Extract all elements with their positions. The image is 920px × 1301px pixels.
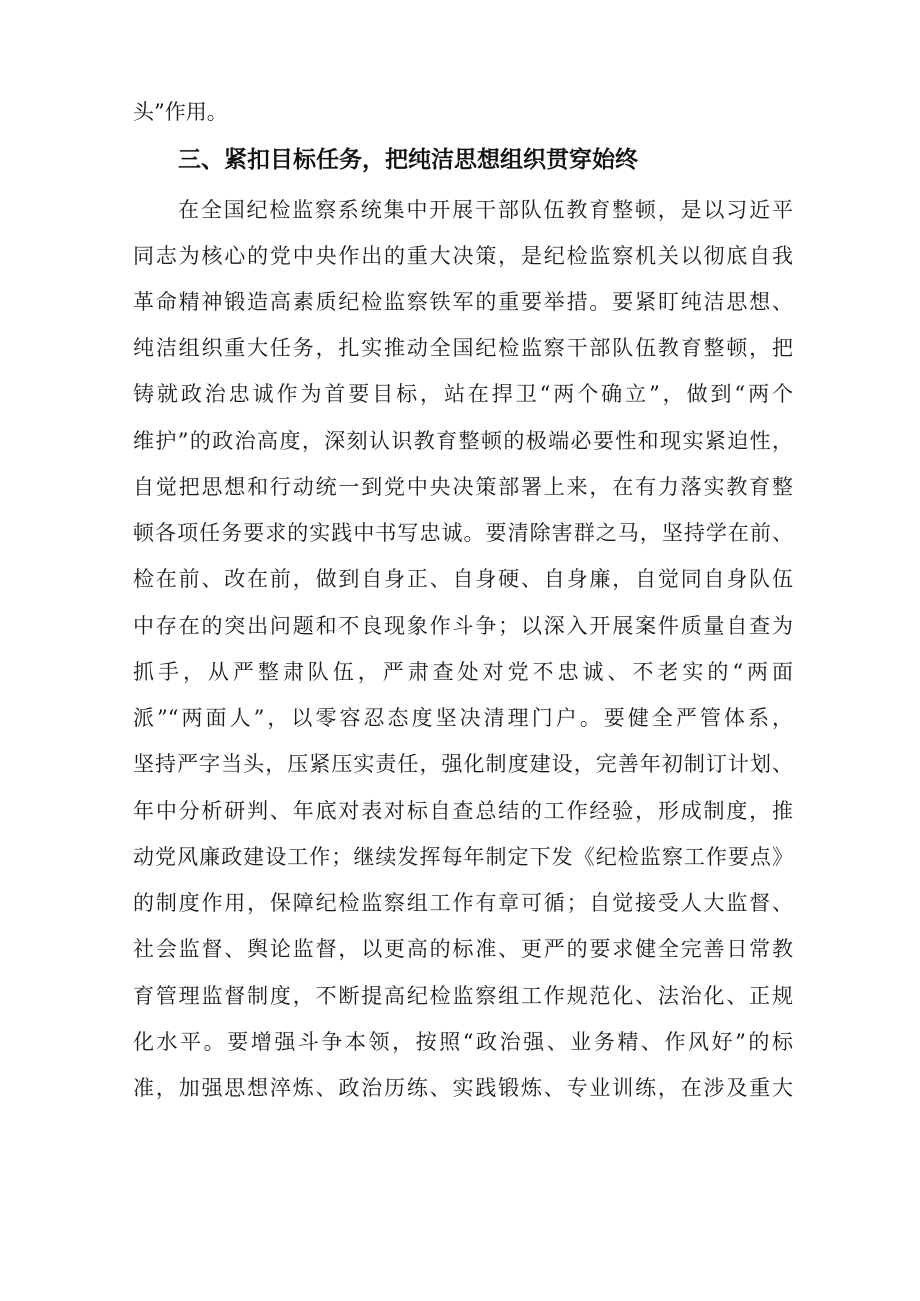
- paragraph-line: 派”“两面人”，以零容忍态度坚决清理门户。要健全严管体系，: [133, 706, 793, 730]
- paragraph-line: 中存在的突出问题和不良现象作斗争；以深入开展案件质量自查为: [133, 614, 793, 638]
- paragraph-line: 化水平。要增强斗争本领，按照“政治强、业务精、作风好”的标: [133, 1030, 793, 1054]
- paragraph-line: 自觉把思想和行动统一到党中央决策部署上来，在有力落实教育整: [133, 475, 793, 499]
- paragraph-line: 年中分析研判、年底对表对标自查总结的工作经验，形成制度，推: [133, 799, 793, 823]
- paragraph-line: 同志为核心的党中央作出的重大决策，是纪检监察机关以彻底自我: [133, 244, 793, 268]
- paragraph-line: 检在前、改在前，做到自身正、自身硬、自身廉，自觉同自身队伍: [133, 567, 793, 591]
- paragraph-line: 顿各项任务要求的实践中书写忠诚。要清除害群之马，坚持学在前、: [133, 521, 793, 545]
- paragraph-line: 纯洁组织重大任务，扎实推动全国纪检监察干部队伍教育整顿，把: [133, 336, 793, 360]
- paragraph-line: 坚持严字当头，压紧压实责任，强化制度建设，完善年初制订计划、: [133, 752, 793, 776]
- paragraph-line: 革命精神锻造高素质纪检监察铁军的重要举措。要紧盯纯洁思想、: [133, 290, 793, 314]
- section-heading: 三、紧扣目标任务，把纯洁思想组织贯穿始终: [178, 147, 638, 173]
- paragraph-line: 抓手，从严整肃队伍，严肃查处对党不忠诚、不老实的“两面: [133, 660, 793, 684]
- paragraph-line: 准，加强思想淬炼、政治历练、实践锻炼、专业训练，在涉及重大: [133, 1076, 793, 1100]
- paragraph-line: 维护”的政治高度，深刻认识教育整顿的极端必要性和现实紧迫性，: [133, 429, 793, 453]
- paragraph-line: 社会监督、舆论监督，以更高的标准、更严的要求健全完善日常教: [133, 937, 793, 961]
- paragraph-line: 育管理监督制度，不断提高纪检监察组工作规范化、法治化、正规: [133, 984, 793, 1008]
- carryover-line: 头”作用。: [133, 100, 228, 124]
- paragraph-line: 动党风廉政建设工作；继续发挥每年制定下发《纪检监察工作要点》: [133, 845, 793, 869]
- paragraph-line: 在全国纪检监察系统集中开展干部队伍教育整顿，是以习近平: [178, 198, 793, 222]
- paragraph-line: 的制度作用，保障纪检监察组工作有章可循；自觉接受人大监督、: [133, 891, 793, 915]
- paragraph-line: 铸就政治忠诚作为首要目标，站在捍卫“两个确立”，做到“两个: [133, 382, 793, 406]
